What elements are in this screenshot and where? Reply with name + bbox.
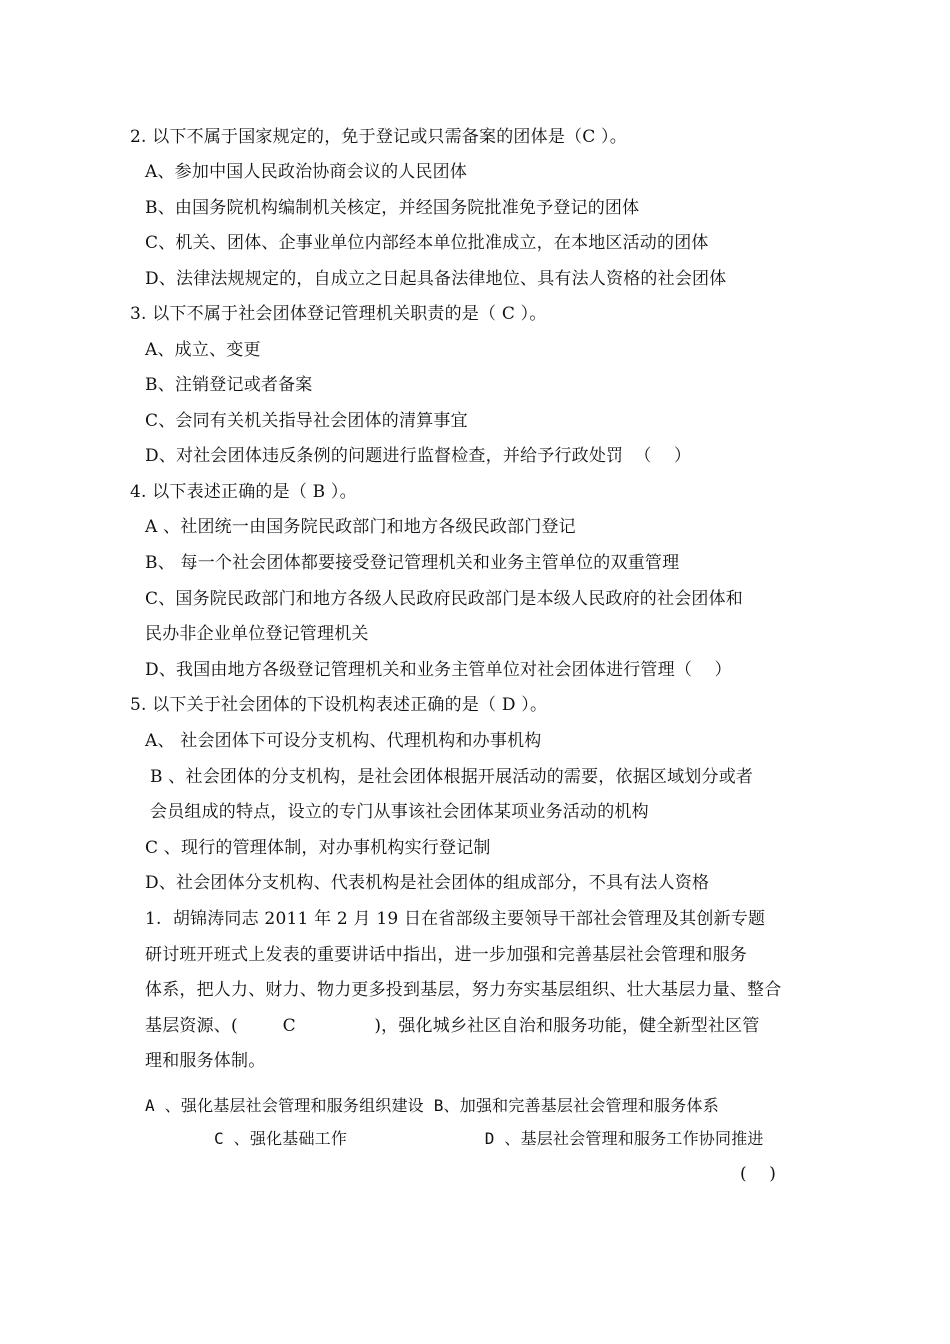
question-3: 3. 以下不属于社会团体登记管理机关职责的是（ C ）。: [130, 304, 547, 324]
option-line: A 、社团统一由国务院民政部门和地方各级民政部门登记: [145, 517, 576, 537]
question-line: 研讨班开班式上发表的重要讲话中指出，进一步加强和完善基层社会管理和服务: [145, 945, 747, 965]
question-line: 体系，把人力、财力、物力更多投到基层，努力夯实基层组织、壮大基层力量、整合: [145, 980, 782, 1000]
option-line: C、会同有关机关指导社会团体的清算事宜: [145, 411, 468, 431]
option-line: B 、社会团体的分支机构，是社会团体根据开展活动的需要，依据区域划分或者: [150, 767, 754, 787]
option-line: D、社会团体分支机构、代表机构是社会团体的组成部分，不具有法人资格: [145, 873, 710, 893]
question-2: 2. 以下不属于国家规定的，免于登记或只需备案的团体是（C ）。: [130, 127, 627, 147]
option-line: D、我国由地方各级登记管理机关和业务主管单位对社会团体进行管理（ ）: [145, 660, 732, 680]
question-4: 4. 以下表述正确的是（ B ）。: [130, 482, 357, 502]
option-line: C、机关、团体、企事业单位内部经本单位批准成立，在本地区活动的团体: [145, 233, 709, 253]
option-line: B、注销登记或者备案: [145, 375, 313, 395]
question-line: 理和服务体制。: [145, 1051, 266, 1071]
option-line: B、由国务院机构编制机关核定，并经国务院批准免予登记的团体: [145, 198, 640, 218]
option-line: 民办非企业单位登记管理机关: [145, 624, 369, 644]
option-line: A、成立、变更: [145, 340, 261, 360]
option-line: B、 每一个社会团体都要接受登记管理机关和业务主管单位的双重管理: [145, 553, 680, 573]
option-line: D、对社会团体违反条例的问题进行监督检查，并给予行政处罚 （ ）: [145, 446, 692, 466]
answer-blank: ( ): [740, 1164, 777, 1184]
question-1: 1. 胡锦涛同志 2011 年 2 月 19 日在省部级主要领导干部社会管理及其创新专题: [145, 909, 766, 929]
option-line: A 、强化基层社会管理和服务组织建设 B、加强和完善基层社会管理和服务体系: [145, 1096, 719, 1115]
option-line: C 、现行的管理体制，对办事机构实行登记制: [145, 838, 491, 858]
question-5: 5. 以下关于社会团体的下设机构表述正确的是（ D ）。: [130, 695, 548, 715]
option-line: D、法律法规规定的，自成立之日起具备法律地位、具有法人资格的社会团体: [145, 269, 727, 289]
option-line: C、国务院民政部门和地方各级人民政府民政部门是本级人民政府的社会团体和: [145, 589, 744, 609]
option-line: A、 社会团体下可设分支机构、代理机构和办事机构: [145, 731, 542, 751]
option-line: A、参加中国人民政治协商会议的人民团体: [145, 162, 468, 182]
option-line: 会员组成的特点，设立的专门从事该社会团体某项业务活动的机构: [150, 802, 649, 822]
option-line: C 、强化基础工作 D 、基层社会管理和服务工作协同推进: [214, 1129, 764, 1148]
question-line: 基层资源、( C )，强化城乡社区自治和服务功能，健全新型社区管: [145, 1016, 760, 1036]
